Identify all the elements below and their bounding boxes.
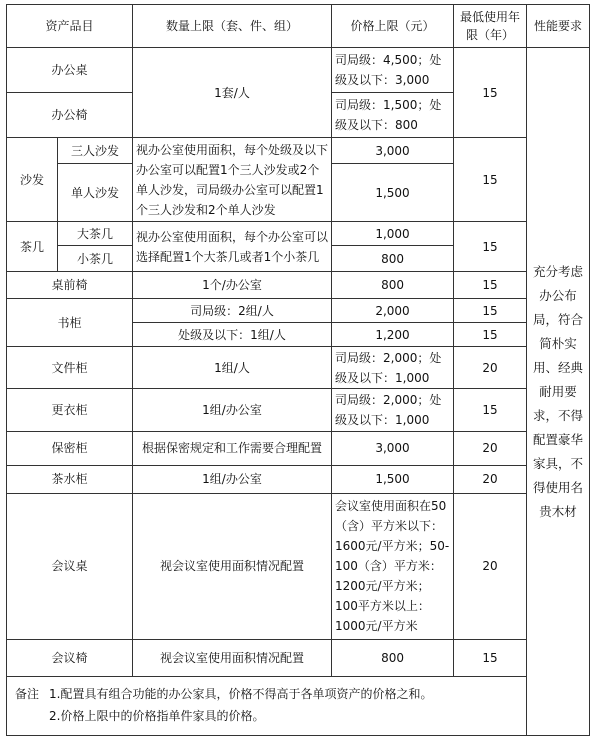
chair-name: 办公椅 bbox=[7, 93, 133, 138]
safe-life: 20 bbox=[454, 431, 527, 465]
tea-table-small-name: 小茶几 bbox=[58, 246, 133, 272]
notes-label: 备注 bbox=[15, 686, 40, 701]
table-row bbox=[7, 48, 590, 93]
safe-price: 3,000 bbox=[332, 431, 454, 465]
desk-chair-life: 15 bbox=[454, 48, 527, 138]
file-cabinet-life: 20 bbox=[454, 347, 527, 389]
bookcase-price-1: 2,000 bbox=[332, 299, 454, 323]
header-life: 最低使用年限（年） bbox=[454, 5, 527, 48]
desk-price: 司局级：4,500；处级及以下：3,000 bbox=[332, 48, 454, 93]
tea-cabinet-name: 茶水柜 bbox=[7, 465, 133, 493]
sofa-single-name: 单人沙发 bbox=[58, 164, 133, 222]
wardrobe-name: 更衣柜 bbox=[7, 389, 133, 431]
header-row bbox=[7, 5, 590, 48]
table-row bbox=[7, 493, 590, 639]
note-1: 1.配置具有组合功能的办公家具，价格不得高于各单项资产的价格之和。 bbox=[49, 686, 433, 701]
notes-cell bbox=[7, 676, 590, 735]
wardrobe-life: 15 bbox=[454, 389, 527, 431]
file-cabinet-name: 文件柜 bbox=[7, 347, 133, 389]
tea-table-big-name: 大茶几 bbox=[58, 222, 133, 246]
chair-price: 司局级：1,500；处级及以下：800 bbox=[332, 93, 454, 138]
bookcase-life-1: 15 bbox=[454, 299, 527, 323]
note-line-1 bbox=[15, 683, 581, 705]
performance-requirement: 充分考虑办公布局，符合简朴实用、经典耐用要求，不得配置豪华家具，不得使用名贵木材 bbox=[527, 48, 590, 736]
header-quantity: 数量上限（套、件、组） bbox=[133, 5, 332, 48]
wardrobe-price: 司局级：2,000；处级及以下：1,000 bbox=[332, 389, 454, 431]
desk-name: 办公桌 bbox=[7, 48, 133, 93]
meeting-chair-name: 会议椅 bbox=[7, 639, 133, 676]
bookcase-quantity-2: 处级及以下：1组/人 bbox=[133, 323, 332, 347]
table-row bbox=[7, 347, 590, 389]
table-row bbox=[7, 272, 590, 299]
meeting-table-quantity: 视会议室使用面积情况配置 bbox=[133, 493, 332, 639]
sofa-three-name: 三人沙发 bbox=[58, 138, 133, 164]
meeting-table-life: 20 bbox=[454, 493, 527, 639]
front-chair-life: 15 bbox=[454, 272, 527, 299]
tea-cabinet-price: 1,500 bbox=[332, 465, 454, 493]
tea-cabinet-quantity: 1组/办公室 bbox=[133, 465, 332, 493]
table-row bbox=[7, 222, 590, 246]
wardrobe-quantity: 1组/办公室 bbox=[133, 389, 332, 431]
note-line-2 bbox=[15, 705, 581, 727]
table-row bbox=[7, 299, 590, 323]
file-cabinet-quantity: 1组/人 bbox=[133, 347, 332, 389]
table-row bbox=[7, 389, 590, 431]
meeting-table-price: 会议室使用面积在50（含）平方米以下：1600元/平方米；50-100（含）平方米：1200元/平方米；100平方米以上：1000元/平方米 bbox=[332, 493, 454, 639]
sofa-group: 沙发 bbox=[7, 138, 58, 222]
bookcase-quantity-1: 司局级：2组/人 bbox=[133, 299, 332, 323]
bookcase-name: 书柜 bbox=[7, 299, 133, 347]
meeting-chair-quantity: 视会议室使用面积情况配置 bbox=[133, 639, 332, 676]
header-category: 资产品目 bbox=[7, 5, 133, 48]
sofa-quantity: 视办公室使用面积，每个处级及以下办公室可以配置1个三人沙发或2个单人沙发，司局级办公室可以配置1个三人沙发和2个单人沙发 bbox=[133, 138, 332, 222]
sofa-single-price: 1,500 bbox=[332, 164, 454, 222]
safe-quantity: 根据保密规定和工作需要合理配置 bbox=[133, 431, 332, 465]
table-row bbox=[7, 465, 590, 493]
sofa-life: 15 bbox=[454, 138, 527, 222]
table-row bbox=[7, 138, 590, 164]
tea-table-group: 茶几 bbox=[7, 222, 58, 272]
tea-table-small-price: 800 bbox=[332, 246, 454, 272]
meeting-table-name: 会议桌 bbox=[7, 493, 133, 639]
table-row bbox=[7, 431, 590, 465]
bookcase-price-2: 1,200 bbox=[332, 323, 454, 347]
desk-chair-quantity: 1套/人 bbox=[133, 48, 332, 138]
front-chair-quantity: 1个/办公室 bbox=[133, 272, 332, 299]
header-price: 价格上限（元） bbox=[332, 5, 454, 48]
tea-table-life: 15 bbox=[454, 222, 527, 272]
front-chair-price: 800 bbox=[332, 272, 454, 299]
tea-cabinet-life: 20 bbox=[454, 465, 527, 493]
file-cabinet-price: 司局级：2,000；处级及以下：1,000 bbox=[332, 347, 454, 389]
furniture-standards-table bbox=[6, 4, 590, 736]
tea-table-big-price: 1,000 bbox=[332, 222, 454, 246]
note-2: 2.价格上限中的价格指单件家具的价格。 bbox=[49, 708, 265, 723]
bookcase-life-2: 15 bbox=[454, 323, 527, 347]
sofa-three-price: 3,000 bbox=[332, 138, 454, 164]
meeting-chair-price: 800 bbox=[332, 639, 454, 676]
notes-row bbox=[7, 676, 590, 735]
meeting-chair-life: 15 bbox=[454, 639, 527, 676]
safe-name: 保密柜 bbox=[7, 431, 133, 465]
tea-table-quantity: 视办公室使用面积，每个办公室可以选择配置1个大茶几或者1个小茶几 bbox=[133, 222, 332, 272]
table-row bbox=[7, 639, 590, 676]
header-performance: 性能要求 bbox=[527, 5, 590, 48]
front-chair-name: 桌前椅 bbox=[7, 272, 133, 299]
